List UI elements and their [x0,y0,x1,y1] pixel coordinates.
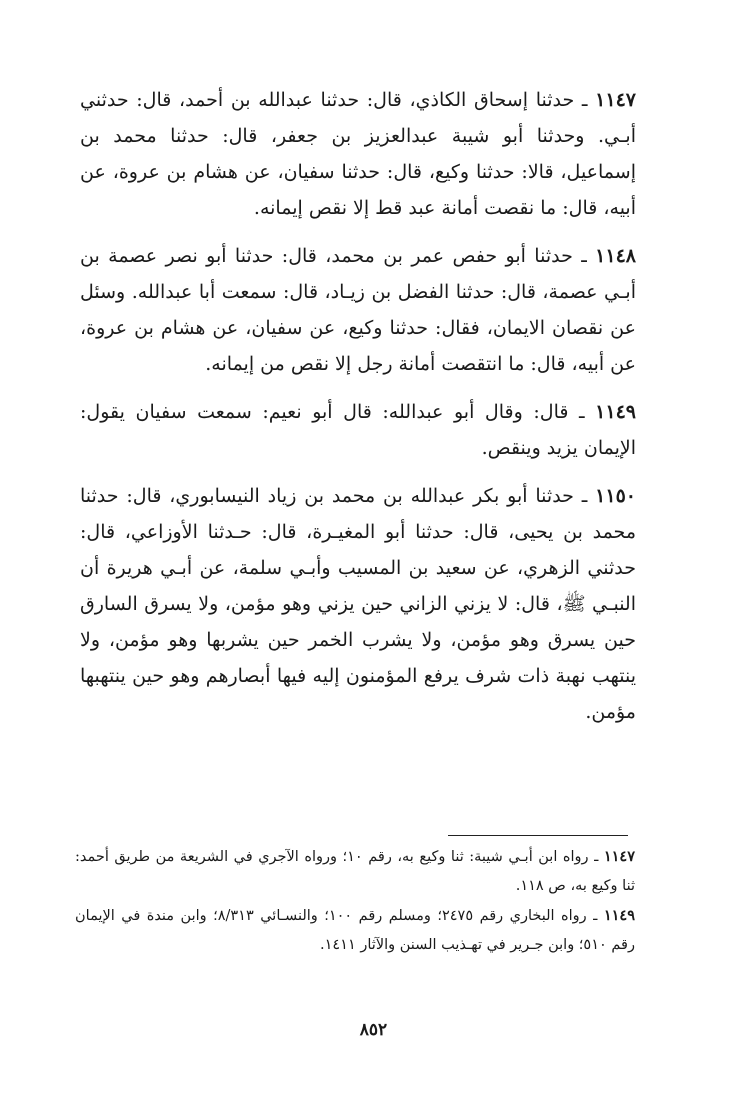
hadith-paragraph [80,238,636,382]
footnote-divider [448,835,628,836]
footnote-text: ـ رواه ابن أبـي شيبة: ثنا وكيع به، رقم ١٠؛ ورواه الآجري في الشريعة من طريق أحمد: ثنا وكيع به، ص ١١٨. [75,849,635,894]
hadith-text: ـ حدثنا إسحاق الكاذي، قال: حدثنا عبدالله بن أحمد، قال: حدثني أبـي. وحدثنا أبو شيبة عبدالعزيز بن جعفر، قال: حدثنا محمد بن إسماعيل، قالا: حدثنا وكيع، قال: حدثنا سفيان، عن هشام بن عروة، عن أبيه، قال: ما نقصت أمانة عبد قط إلا نقص إيمانه. [80,89,636,219]
hadith-text: ـ حدثنا أبو بكر عبدالله بن محمد بن زياد النيسابوري، قال: حدثنا محمد بن يحيى، قال: حدثنا أبو المغيـرة، قال: حـدثنا الأوزاعي، قال: حدثني الزهري، عن سعيد بن المسيب وأبـي سلمة، عن أبـي هريرة أن النبـي ﷺ، قال: لا يزني الزاني حين يزني وهو مؤمن، ولا يسرق السارق حين يسرق وهو مؤمن، ولا يشرب الخمر حين يشربها وهو مؤمن، ولا ينتهب نهبة ذات شرف يرفع المؤمنون إليه فيها أبصارهم وهو حين ينتهبها مؤمن. [80,485,636,723]
hadith-text: ـ قال: وقال أبو عبدالله: قال أبو نعيم: سمعت سفيان يقول: الإيمان يزيد وينقص. [80,401,636,459]
hadith-number: ١١٤٧ [595,89,636,111]
hadith-paragraph [80,82,636,226]
page-number: ٨٥٢ [359,1020,388,1040]
footnote-text: ـ رواه البخاري رقم ٢٤٧٥؛ ومسلم رقم ١٠٠؛ والنسـائي ٨/٣١٣؛ وابن مندة في الإيمان رقم ٥١٠؛ وابن جـرير في تهـذيب السنن والآثار ١٤١١. [75,908,635,953]
hadith-number: ١١٥٠ [595,485,636,507]
hadith-number: ١١٤٩ [595,401,636,423]
hadith-text: ـ حدثنا أبو حفص عمر بن محمد، قال: حدثنا أبو نصر عصمة بن أبـي عصمة، قال: حدثنا الفضل بن زيـاد، قال: سمعت أبا عبدالله. وسئل عن نقصان الايمان، فقال: حدثنا وكيع، عن سفيان، عن هشام بن عروة، عن أبيه، قال: ما انتقصت أمانة رجل إلا نقص من إيمانه. [80,245,636,375]
footnote-number: ١١٤٩ [603,907,635,924]
footnotes [75,842,635,960]
footnote [75,901,635,960]
hadith-paragraph [80,394,636,466]
footnote [75,842,635,901]
hadith-paragraph [80,478,636,730]
hadith-number: ١١٤٨ [595,245,636,267]
main-text [80,82,636,742]
footnote-number: ١١٤٧ [603,848,635,865]
